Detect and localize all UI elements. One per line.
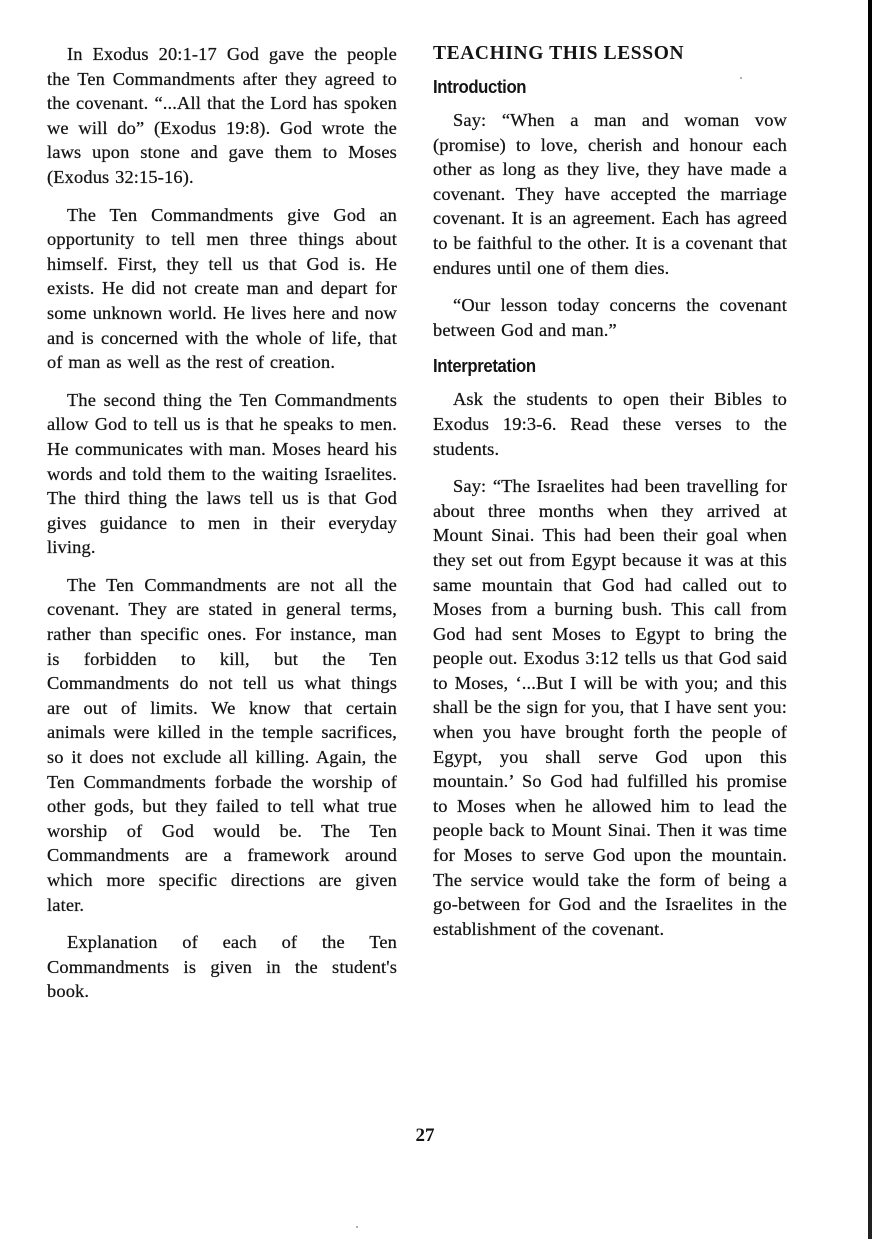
paragraph-open-bibles: Ask the students to open their Bibles to Exodus 19:3-6. Read these verses to the students.	[433, 389, 787, 459]
lesson-heading: TEACHING THIS LESSON	[433, 43, 685, 64]
page-number	[0, 1125, 850, 1147]
paragraph-explanation: Explanation of each of the Ten Commandments is given in the student's book.	[47, 932, 397, 1002]
paragraph-not-all-covenant: The Ten Commandments are not all the covenant. They are stated in general terms, rather than specific ones. For instance, man is forbidden to kill, but the Ten Commandments do not tell us what things are out of limits. We know that certain animals were killed in the temple sacrifices, so it does not exclude all killing. Again, the Ten Commandments forbade the worship of other gods, but they failed to tell what true worship of God would be. The Ten Commandments are a framework around which more specific directions are given later.	[47, 574, 397, 915]
scan-speck	[740, 77, 742, 79]
paragraph-exodus-intro: In Exodus 20:1-17 God gave the people the Ten Commandments after they agreed to the covenant. “...All that the Lord has spoken we will do” (Exodus 19:8). God wrote the laws upon stone and gave them to Moses (Exodus 32:15-16).	[47, 44, 397, 187]
scan-edge-border	[868, 0, 872, 1239]
section-heading-introduction: Introduction	[433, 77, 527, 97]
page-number-text: 27	[415, 1125, 435, 1146]
paragraph-israelites-sinai: Say: “The Israelites had been travelling for about three months when they arrived at Mount Sinai. This had been their goal when they set out from Egypt because it was at this same mountain that God had called out to Moses from a burning bush. This call from God had sent Moses to Egypt to bring the people out. Exodus 3:12 tells us that God said to Moses, ‘...But I will be with you; and this shall be the sign for you, that I have sent you: when you have brought forth the people of Egypt, you shall serve God upon this mountain.’ So God had fulfilled his promise to Moses when he allowed him to lead the people back to Mount Sinai. Then it was time for Moses to serve God upon the mountain. The service would take the form of being a go-between for God and the Israelites in the establishment of the covenant.	[433, 476, 787, 939]
paragraph-three-things: The Ten Commandments give God an opportunity to tell men three things about himself. First, they tell us that God is. He exists. He did not create man and depart for some unknown world. He lives here and now and is concerned with the whole of life, that of man as well as the rest of creation.	[47, 204, 397, 373]
section-heading-interpretation: Interpretation	[433, 356, 536, 377]
paragraph-lesson-today: “Our lesson today concerns the covenant between God and man.”	[433, 295, 787, 340]
left-column	[47, 42, 397, 1017]
right-column	[433, 42, 787, 954]
paragraph-second-thing: The second thing the Ten Commandments allow God to tell us is that he speaks to men. He communicates with man. Moses heard his words and told them to the waiting Israelites. The third thing the laws tell us is that God gives guidance to men in their everyday living.	[47, 389, 397, 558]
scan-speck	[356, 1226, 358, 1228]
paragraph-marriage-covenant: Say: “When a man and woman vow (promise) to love, cherish and honour each other as long as they live, they have made a covenant. They have accepted the marriage covenant. It is an agreement. Each has agreed to be faithful to the other. It is a covenant that endures until one of them dies.	[433, 110, 787, 278]
